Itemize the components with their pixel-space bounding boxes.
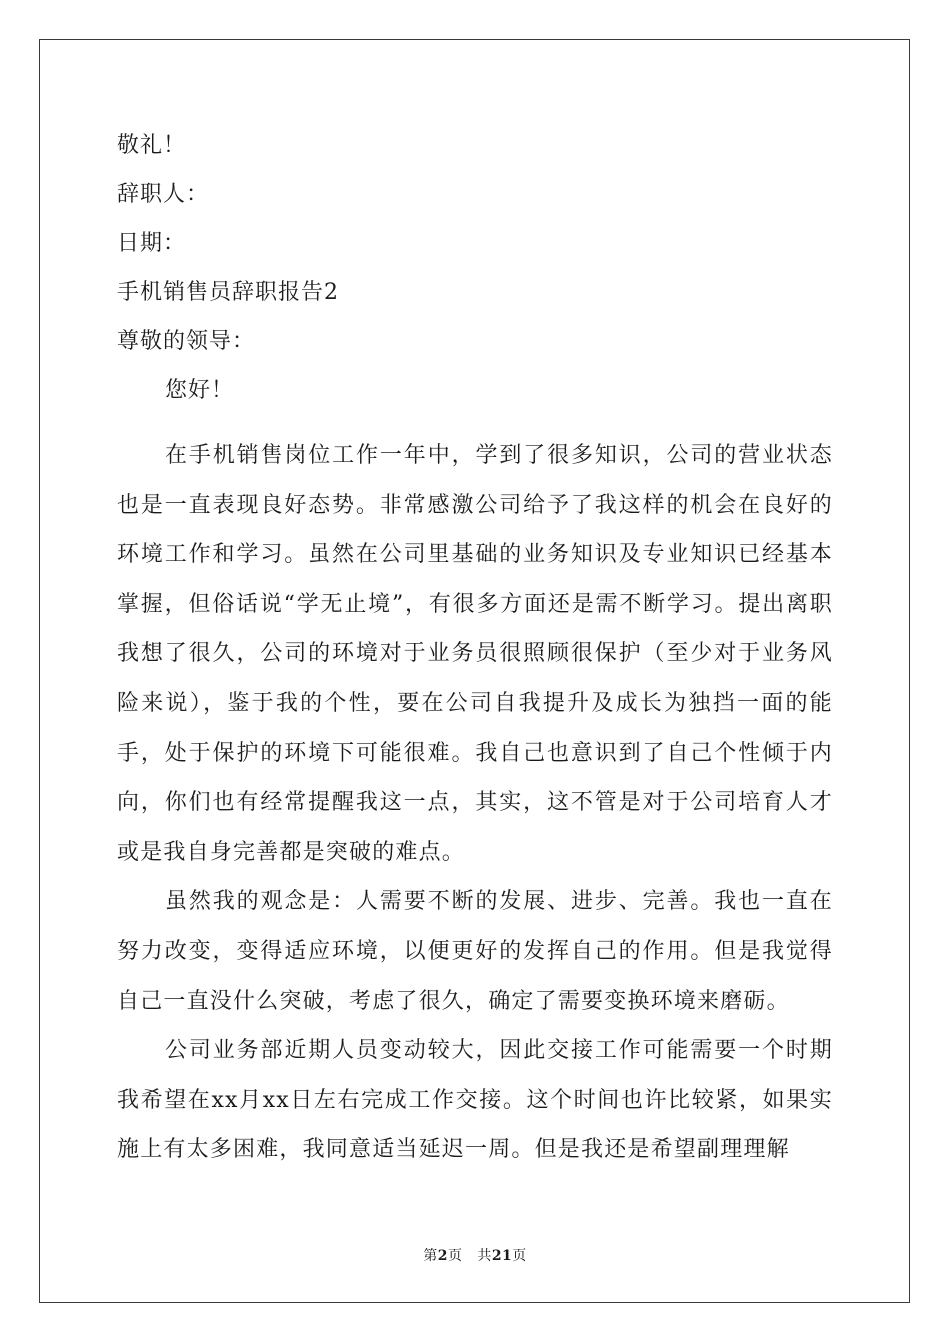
page-footer xyxy=(0,1245,950,1265)
paragraph: 公司业务部近期人员变动较大，因此交接工作可能需要一个时期我希望在xx月xx日左右完成工作交接。这个时间也许比较紧，如果实施上有太多困难，我同意适当延迟一周。但是我还是希望副理理解 xyxy=(117,1038,833,1163)
paragraph: 虽然我的观念是：人需要不断的发展、进步、完善。我也一直在努力改变，变得适应环境，以便更好的发挥自己的作用。但是我觉得自己一直没什么突破，考虑了很久，确定了需要变换环境来磨砺。 xyxy=(117,889,833,1014)
page-number: 2 xyxy=(437,1248,448,1264)
salutation-line: 尊敬的领导： xyxy=(117,329,256,354)
total-prefix: 共 xyxy=(477,1248,492,1264)
document-title: 手机销售员辞职报告2 xyxy=(117,280,339,305)
page-prefix: 第 xyxy=(423,1248,438,1264)
total-pages: 21 xyxy=(491,1248,513,1264)
greeting-line: 您好！ xyxy=(165,378,235,403)
signer-line: 辞职人： xyxy=(117,182,210,207)
date-line: 日期： xyxy=(117,231,187,256)
page-suffix: 页 xyxy=(447,1248,463,1264)
total-suffix: 页 xyxy=(512,1248,527,1264)
document-body xyxy=(117,128,833,1175)
closing-line: 敬礼！ xyxy=(117,133,187,158)
paragraph: 在手机销售岗位工作一年中，学到了很多知识，公司的营业状态也是一直表现良好态势。非常感激公司给予了我这样的机会在良好的环境工作和学习。虽然在公司里基础的业务知识及专业知识已经基本掌握，但俗话说“学无止境”，有很多方面还是需不断学习。提出离职我想了很久，公司的环境对于业务员很照顾很保护（至少对于业务风险来说），鉴于我的个性，要在公司自我提升及成长为独挡一面的能手，处于保护的环境下可能很难。我自己也意识到了自己个性倾于内向，你们也有经常提醒我这一点，其实，这不管是对于公司培育人才或是我自身完善都是突破的难点。 xyxy=(117,443,833,865)
